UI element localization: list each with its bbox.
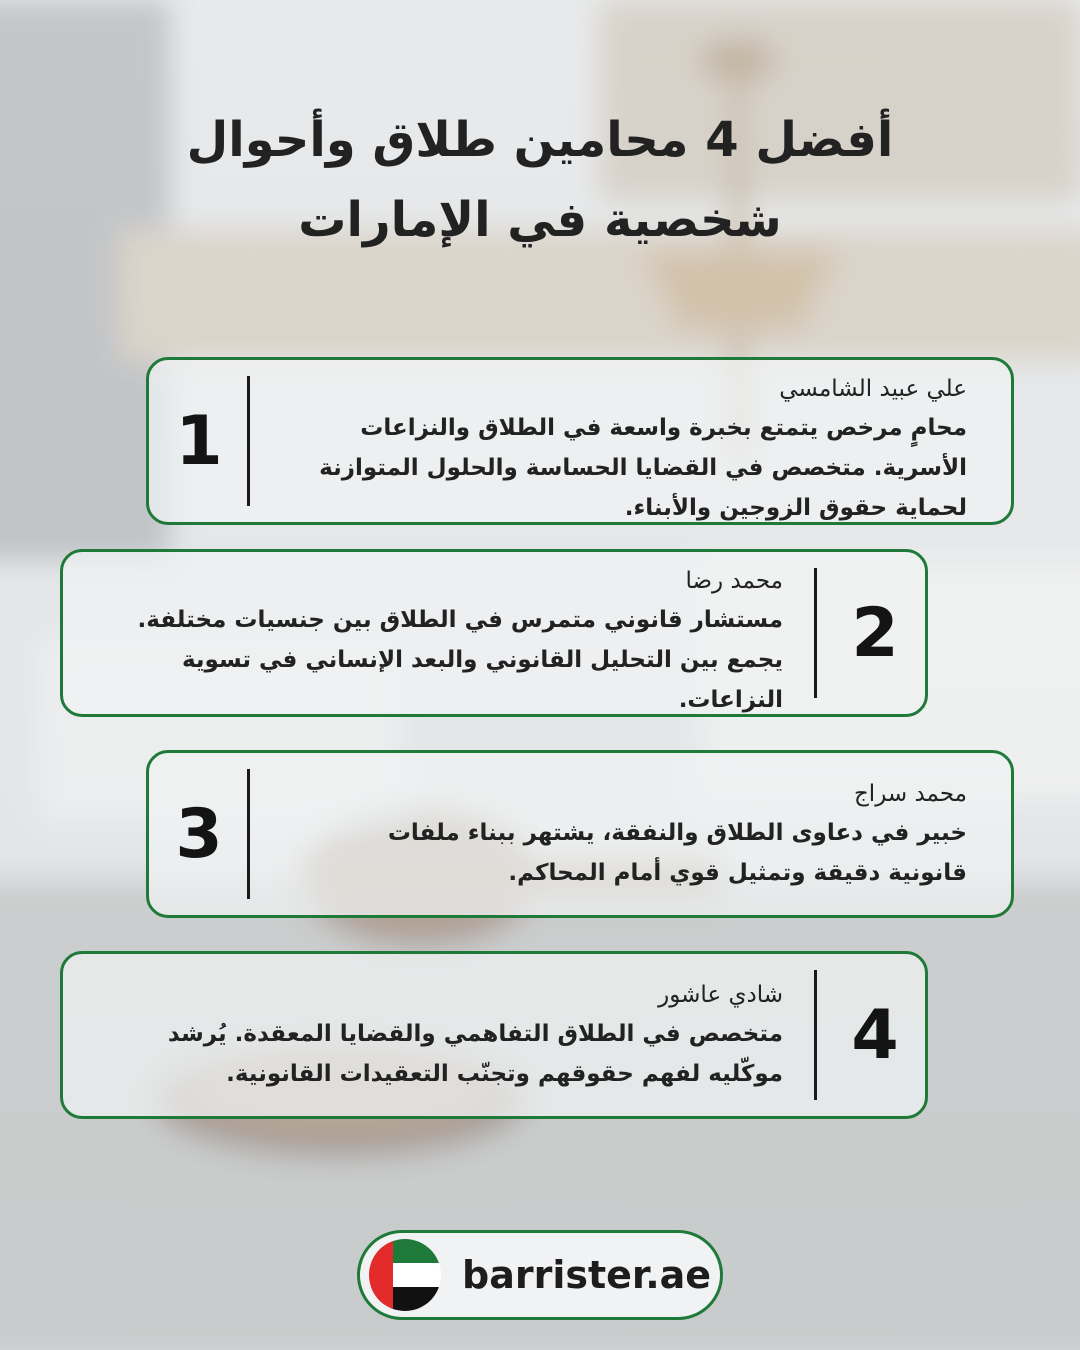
lawyer-name: علي عبيد الشامسي: [779, 376, 967, 402]
rank-number: 1: [175, 401, 223, 481]
lawyer-name: شادي عاشور: [658, 982, 783, 1008]
divider-line: [814, 970, 817, 1100]
lawyer-card-1: [146, 357, 1014, 525]
lawyer-description: متخصص في الطلاق التفاهمي والقضايا المعقدة. يُرشد موكّليه لفهم حقوقهم وتجنّب التعقيدات القانونية.: [167, 1021, 783, 1087]
lawyer-info: [317, 370, 967, 528]
lawyer-info: [123, 562, 783, 720]
lawyer-description: محامٍ مرخص يتمتع بخبرة واسعة في الطلاق والنزاعات الأسرية. متخصص في القضايا الحساسة والحلول المتوازنة لحماية حقوق الزوجين والأبناء.: [319, 415, 967, 521]
brand-label[interactable]: barrister.ae: [462, 1253, 712, 1297]
lawyer-name: محمد رضا: [685, 568, 783, 594]
divider-line: [247, 769, 250, 899]
divider-line: [814, 568, 817, 698]
lawyer-card-3: [146, 750, 1014, 918]
lawyer-description: مستشار قانوني متمرس في الطلاق بين جنسيات مختلفة. يجمع بين التحليل القانوني والبعد الإنساني في تسوية النزاعات.: [137, 607, 783, 713]
rank-number: 4: [851, 995, 899, 1075]
uae-flag-icon: [369, 1239, 441, 1311]
divider-line: [247, 376, 250, 506]
lawyer-card-2: [60, 549, 928, 717]
lawyer-description: خبير في دعاوى الطلاق والنفقة، يشتهر ببناء ملفات قانونية دقيقة وتمثيل قوي أمام المحاكم.: [387, 820, 967, 886]
page-title: أفضل 4 محامين طلاق وأحوال شخصية في الإمارات: [186, 112, 894, 248]
rank-number: 3: [175, 794, 223, 874]
rank-number: 2: [851, 593, 899, 673]
lawyer-info: [317, 775, 967, 893]
lawyer-card-4: [60, 951, 928, 1119]
lawyer-info: [123, 976, 783, 1094]
lawyer-name: محمد سراج: [853, 781, 967, 807]
brand-badge[interactable]: [357, 1230, 723, 1320]
